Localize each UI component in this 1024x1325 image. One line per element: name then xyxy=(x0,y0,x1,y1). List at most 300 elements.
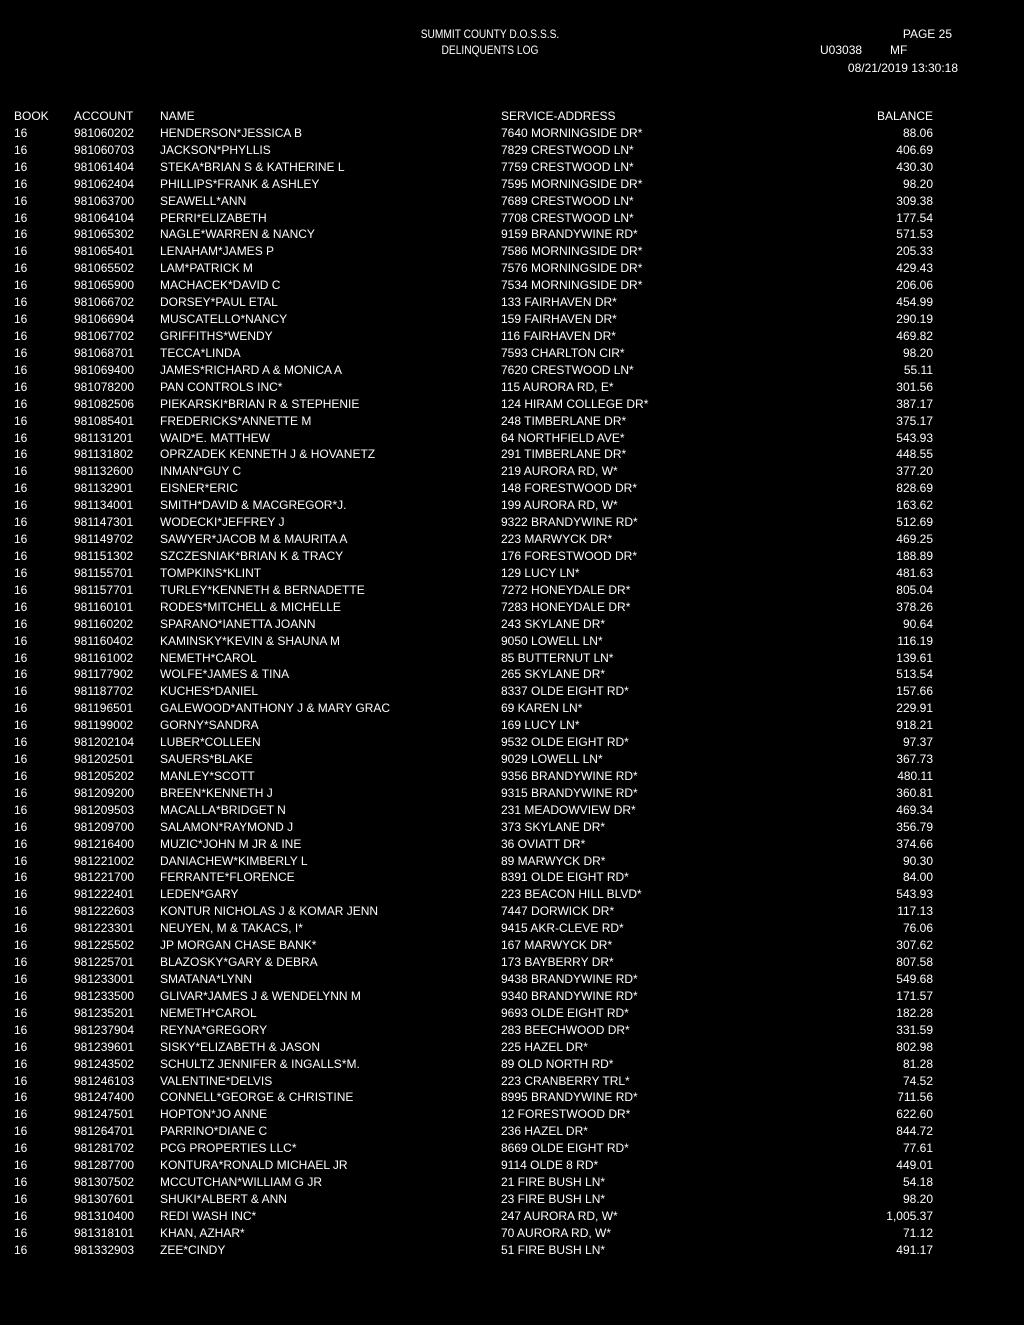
table-row xyxy=(14,142,954,159)
table-row xyxy=(14,277,954,294)
cell-book: 16 xyxy=(14,481,28,496)
cell-balance: 97.37 xyxy=(902,735,933,750)
column-header-service-address: SERVICE-ADDRESS xyxy=(501,109,616,123)
cell-service-address: 115 AURORA RD, E* xyxy=(501,379,614,394)
cell-service-address: 247 AURORA RD, W* xyxy=(501,1208,618,1223)
cell-service-address: 9050 LOWELL LN* xyxy=(501,633,603,648)
table-row xyxy=(14,210,954,227)
cell-service-address: 64 NORTHFIELD AVE* xyxy=(501,430,625,445)
cell-service-address: 7576 MORNINGSIDE DR* xyxy=(501,261,643,276)
cell-balance: 157.66 xyxy=(896,684,933,699)
cell-book: 16 xyxy=(14,125,28,140)
table-header-row xyxy=(14,108,954,125)
cell-name: BLAZOSKY*GARY & DEBRA xyxy=(160,955,318,970)
table-row xyxy=(14,988,954,1005)
cell-name: MUSCATELLO*NANCY xyxy=(160,312,288,327)
cell-book: 16 xyxy=(14,396,28,411)
cell-service-address: 223 BEACON HILL BLVD* xyxy=(501,887,642,902)
cell-balance: 90.30 xyxy=(902,853,933,868)
table-row xyxy=(14,226,954,243)
cell-book: 16 xyxy=(14,633,28,648)
cell-name: MACHACEK*DAVID C xyxy=(160,278,281,293)
cell-balance: 543.93 xyxy=(896,887,933,902)
cell-balance: 802.98 xyxy=(896,1039,933,1054)
delinquents-table xyxy=(14,108,954,1259)
cell-name: PCG PROPERTIES LLC* xyxy=(160,1141,297,1156)
cell-account: 981065900 xyxy=(74,278,135,293)
cell-name: PARRINO*DIANE C xyxy=(160,1124,268,1139)
report-header xyxy=(0,26,1024,86)
cell-account: 981155701 xyxy=(74,565,134,580)
cell-name: TECCA*LINDA xyxy=(160,345,241,360)
cell-name: MUZIC*JOHN M JR & INE xyxy=(160,836,302,851)
table-row xyxy=(14,176,954,193)
cell-book: 16 xyxy=(14,988,28,1003)
cell-account: 981134001 xyxy=(74,498,134,513)
cell-account: 981246103 xyxy=(74,1073,135,1088)
table-row xyxy=(14,869,954,886)
table-row xyxy=(14,768,954,785)
cell-service-address: 225 HAZEL DR* xyxy=(501,1039,588,1054)
cell-service-address: 148 FORESTWOOD DR* xyxy=(501,481,638,496)
table-row xyxy=(14,920,954,937)
table-row xyxy=(14,717,954,734)
cell-service-address: 23 FIRE BUSH LN* xyxy=(501,1192,606,1206)
cell-service-address: 9532 OLDE EIGHT RD* xyxy=(501,735,629,750)
cell-balance: 374.66 xyxy=(896,836,933,851)
cell-account: 981149702 xyxy=(74,532,134,547)
cell-balance: 406.69 xyxy=(896,142,933,157)
cell-service-address: 7708 CRESTWOOD LN* xyxy=(501,210,634,225)
cell-account: 981202104 xyxy=(74,735,135,750)
cell-name: NEUYEN, M & TAKACS, I* xyxy=(160,921,303,936)
cell-service-address: 223 CRANBERRY TRL* xyxy=(501,1073,630,1088)
table-row xyxy=(14,159,954,176)
table-row xyxy=(14,700,954,717)
cell-service-address: 7689 CRESTWOOD LN* xyxy=(501,193,634,208)
cell-name: DANIACHEW*KIMBERLY L xyxy=(160,853,308,868)
cell-account: 981221700 xyxy=(74,870,135,885)
table-row xyxy=(14,616,954,633)
table-row xyxy=(14,243,954,260)
cell-account: 981160202 xyxy=(74,616,134,631)
cell-service-address: 167 MARWYCK DR* xyxy=(501,938,613,953)
cell-account: 981151302 xyxy=(74,548,134,563)
cell-balance: 309.38 xyxy=(896,193,933,208)
cell-account: 981085401 xyxy=(74,413,135,428)
cell-book: 16 xyxy=(14,1141,28,1156)
cell-name: GALEWOOD*ANTHONY J & MARY GRAC xyxy=(160,701,391,716)
cell-balance: 377.20 xyxy=(896,464,933,479)
table-row xyxy=(14,1225,954,1242)
table-row xyxy=(14,650,954,667)
table-row xyxy=(14,1089,954,1106)
cell-balance: 98.20 xyxy=(902,176,933,191)
cell-account: 981177902 xyxy=(74,667,134,682)
cell-name: PERRI*ELIZABETH xyxy=(160,210,267,225)
table-row xyxy=(14,463,954,480)
cell-balance: 571.53 xyxy=(896,227,933,242)
cell-book: 16 xyxy=(14,599,28,614)
cell-service-address: 8995 BRANDYWINE RD* xyxy=(501,1090,638,1105)
cell-book: 16 xyxy=(14,261,28,276)
cell-book: 16 xyxy=(14,295,28,310)
table-row xyxy=(14,683,954,700)
cell-name: ZEE*CINDY xyxy=(160,1242,226,1257)
cell-account: 981318101 xyxy=(74,1225,135,1240)
cell-account: 981222401 xyxy=(74,887,135,902)
cell-service-address: 173 BAYBERRY DR* xyxy=(501,955,614,970)
cell-book: 16 xyxy=(14,312,28,327)
cell-book: 16 xyxy=(14,210,28,225)
cell-service-address: 9322 BRANDYWINE RD* xyxy=(501,515,638,530)
cell-account: 981161002 xyxy=(74,650,134,665)
table-row xyxy=(14,193,954,210)
cell-balance: 513.54 xyxy=(896,667,933,682)
cell-service-address: 243 SKYLANE DR* xyxy=(501,616,606,631)
table-body xyxy=(14,125,954,1259)
cell-balance: 375.17 xyxy=(896,413,933,428)
operator-code: MF xyxy=(890,43,908,57)
cell-name: REYNA*GREGORY xyxy=(160,1022,268,1037)
cell-name: SCHULTZ JENNIFER & INGALLS*M. xyxy=(160,1056,360,1071)
table-row xyxy=(14,548,954,565)
cell-book: 16 xyxy=(14,972,28,987)
table-row xyxy=(14,1123,954,1140)
cell-service-address: 7272 HONEYDALE DR* xyxy=(501,582,631,597)
cell-account: 981187702 xyxy=(74,684,134,699)
table-row xyxy=(14,379,954,396)
cell-balance: 90.64 xyxy=(902,616,933,631)
report-title-block xyxy=(380,26,601,58)
table-row xyxy=(14,954,954,971)
cell-balance: 469.34 xyxy=(896,802,933,817)
cell-book: 16 xyxy=(14,870,28,885)
cell-balance: 367.73 xyxy=(896,752,933,767)
cell-service-address: 283 BEECHWOOD DR* xyxy=(501,1022,630,1037)
cell-account: 981223301 xyxy=(74,921,135,936)
cell-book: 16 xyxy=(14,464,28,479)
table-row xyxy=(14,328,954,345)
cell-balance: 77.61 xyxy=(902,1141,933,1156)
cell-book: 16 xyxy=(14,684,28,699)
cell-book: 16 xyxy=(14,1039,28,1054)
table-row xyxy=(14,785,954,802)
cell-balance: 98.20 xyxy=(902,345,933,360)
cell-balance: 430.30 xyxy=(896,159,933,174)
cell-book: 16 xyxy=(14,1056,28,1071)
cell-book: 16 xyxy=(14,244,28,259)
cell-balance: 171.57 xyxy=(896,988,933,1003)
table-row xyxy=(14,1174,954,1191)
cell-service-address: 9693 OLDE EIGHT RD* xyxy=(501,1005,629,1020)
cell-service-address: 7283 HONEYDALE DR* xyxy=(501,599,631,614)
cell-book: 16 xyxy=(14,701,28,716)
cell-book: 16 xyxy=(14,819,28,834)
cell-service-address: 21 FIRE BUSH LN* xyxy=(501,1175,606,1190)
cell-account: 981237904 xyxy=(74,1022,135,1037)
cell-service-address: 7829 CRESTWOOD LN* xyxy=(501,142,634,157)
cell-account: 981131201 xyxy=(74,430,134,445)
cell-service-address: 291 TIMBERLANE DR* xyxy=(501,447,627,462)
cell-balance: 549.68 xyxy=(896,972,933,987)
cell-service-address: 116 FAIRHAVEN DR* xyxy=(501,328,616,343)
cell-balance: 54.18 xyxy=(902,1175,933,1190)
table-row xyxy=(14,294,954,311)
cell-balance: 807.58 xyxy=(896,955,933,970)
report-timestamp: 08/21/2019 13:30:18 xyxy=(847,61,958,75)
cell-book: 16 xyxy=(14,887,28,902)
cell-name: STEKA*BRIAN S & KATHERINE L xyxy=(160,159,345,174)
cell-account: 981233500 xyxy=(74,988,135,1003)
cell-account: 981157701 xyxy=(74,582,134,597)
cell-book: 16 xyxy=(14,1208,28,1223)
cell-balance: 55.11 xyxy=(903,362,933,377)
cell-account: 981065401 xyxy=(74,244,135,259)
cell-balance: 182.28 xyxy=(896,1005,933,1020)
cell-book: 16 xyxy=(14,904,28,919)
cell-balance: 429.43 xyxy=(896,261,933,276)
cell-account: 981264701 xyxy=(74,1124,135,1139)
cell-service-address: 176 FORESTWOOD DR* xyxy=(501,548,638,563)
cell-account: 981332903 xyxy=(74,1242,135,1257)
cell-name: WAID*E. MATTHEW xyxy=(160,430,270,445)
cell-service-address: 223 MARWYCK DR* xyxy=(501,532,613,547)
cell-account: 981209200 xyxy=(74,785,135,800)
cell-service-address: 265 SKYLANE DR* xyxy=(501,667,606,682)
cell-balance: 512.69 xyxy=(896,515,933,530)
cell-name: TOMPKINS*KLINT xyxy=(160,565,262,580)
cell-balance: 71.12 xyxy=(902,1225,933,1240)
cell-book: 16 xyxy=(14,362,28,377)
cell-account: 981221002 xyxy=(74,853,135,868)
cell-book: 16 xyxy=(14,345,28,360)
column-header-book: BOOK xyxy=(14,109,49,123)
cell-book: 16 xyxy=(14,785,28,800)
table-row xyxy=(14,1157,954,1174)
cell-name: PIEKARSKI*BRIAN R & STEPHENIE xyxy=(160,396,360,411)
cell-service-address: 85 BUTTERNUT LN* xyxy=(501,650,614,665)
table-row xyxy=(14,802,954,819)
cell-name: SMATANA*LYNN xyxy=(160,972,253,987)
cell-book: 16 xyxy=(14,735,28,750)
cell-balance: 331.59 xyxy=(896,1022,933,1037)
page-number: PAGE 25 xyxy=(902,27,952,41)
cell-service-address: 12 FORESTWOOD DR* xyxy=(501,1107,631,1122)
cell-service-address: 9356 BRANDYWINE RD* xyxy=(501,768,638,783)
table-row xyxy=(14,582,954,599)
cell-balance: 805.04 xyxy=(896,582,933,597)
table-row xyxy=(14,531,954,548)
cell-account: 981247400 xyxy=(74,1090,135,1105)
cell-account: 981287700 xyxy=(74,1158,135,1173)
table-row xyxy=(14,1106,954,1123)
table-row xyxy=(14,1208,954,1225)
table-row xyxy=(14,734,954,751)
cell-balance: 469.82 xyxy=(896,328,933,343)
cell-service-address: 69 KAREN LN* xyxy=(501,701,583,716)
cell-balance: 543.93 xyxy=(896,430,933,445)
cell-service-address: 70 AURORA RD, W* xyxy=(501,1225,612,1240)
cell-name: NAGLE*WARREN & NANCY xyxy=(160,227,315,242)
cell-name: SMITH*DAVID & MACGREGOR*J. xyxy=(160,498,347,513)
cell-book: 16 xyxy=(14,938,28,953)
cell-account: 981132901 xyxy=(74,481,134,496)
table-row xyxy=(14,1191,954,1208)
cell-balance: 116.19 xyxy=(897,633,933,648)
cell-service-address: 7640 MORNINGSIDE DR* xyxy=(501,125,643,140)
cell-account: 981222603 xyxy=(74,904,135,919)
cell-name: KHAN, AZHAR* xyxy=(160,1225,245,1240)
cell-name: TURLEY*KENNETH & BERNADETTE xyxy=(160,582,365,597)
cell-account: 981202501 xyxy=(74,752,135,767)
cell-account: 981310400 xyxy=(74,1208,135,1223)
cell-balance: 454.99 xyxy=(896,295,933,310)
cell-account: 981205202 xyxy=(74,768,135,783)
cell-balance: 828.69 xyxy=(896,481,933,496)
cell-book: 16 xyxy=(14,430,28,445)
cell-balance: 81.28 xyxy=(902,1056,933,1071)
cell-balance: 356.79 xyxy=(896,819,933,834)
table-row xyxy=(14,886,954,903)
cell-service-address: 159 FAIRHAVEN DR* xyxy=(501,312,617,327)
cell-service-address: 8669 OLDE EIGHT RD* xyxy=(501,1141,629,1156)
cell-account: 981160101 xyxy=(74,599,134,614)
cell-account: 981132600 xyxy=(74,464,134,479)
cell-balance: 188.89 xyxy=(896,548,933,563)
cell-balance: 290.19 xyxy=(896,312,933,327)
cell-book: 16 xyxy=(14,718,28,733)
cell-account: 981062404 xyxy=(74,176,135,191)
cell-book: 16 xyxy=(14,515,28,530)
cell-account: 981247501 xyxy=(74,1107,135,1122)
cell-balance: 469.25 xyxy=(896,532,933,547)
cell-balance: 1,005.37 xyxy=(886,1208,933,1223)
cell-service-address: 9315 BRANDYWINE RD* xyxy=(501,785,638,800)
cell-balance: 229.91 xyxy=(896,701,933,716)
report-subtitle: DELINQUENTS LOG xyxy=(441,43,539,57)
cell-balance: 205.33 xyxy=(896,244,933,259)
cell-name: VALENTINE*DELVIS xyxy=(160,1073,273,1088)
cell-book: 16 xyxy=(14,1242,28,1257)
table-row xyxy=(14,633,954,650)
cell-balance: 206.06 xyxy=(896,278,933,293)
cell-name: PHILLIPS*FRANK & ASHLEY xyxy=(160,176,320,191)
cell-service-address: 8391 OLDE EIGHT RD* xyxy=(501,870,629,885)
cell-balance: 449.01 xyxy=(896,1158,933,1173)
cell-name: KAMINSKY*KEVIN & SHAUNA M xyxy=(160,633,341,648)
cell-balance: 74.52 xyxy=(902,1073,933,1088)
cell-account: 981281702 xyxy=(74,1141,135,1156)
cell-balance: 448.55 xyxy=(896,447,933,462)
cell-book: 16 xyxy=(14,142,28,157)
cell-name: JAMES*RICHARD A & MONICA A xyxy=(160,362,343,377)
cell-account: 981243502 xyxy=(74,1056,135,1071)
cell-name: NEMETH*CAROL xyxy=(160,650,257,665)
cell-account: 981160402 xyxy=(74,633,134,648)
cell-book: 16 xyxy=(14,752,28,767)
cell-name: FERRANTE*FLORENCE xyxy=(160,870,295,885)
cell-name: DORSEY*PAUL ETAL xyxy=(160,295,278,310)
cell-account: 981216400 xyxy=(74,836,135,851)
table-row xyxy=(14,1242,954,1259)
cell-account: 981307601 xyxy=(74,1192,135,1206)
cell-book: 16 xyxy=(14,921,28,936)
cell-book: 16 xyxy=(14,548,28,563)
cell-name: LUBER*COLLEEN xyxy=(160,735,261,750)
cell-account: 981199002 xyxy=(74,718,134,733)
cell-name: GRIFFITHS*WENDY xyxy=(160,328,273,343)
table-row xyxy=(14,565,954,582)
cell-book: 16 xyxy=(14,768,28,783)
cell-book: 16 xyxy=(14,532,28,547)
cell-name: GLIVAR*JAMES J & WENDELYNN M xyxy=(160,988,361,1003)
cell-book: 16 xyxy=(14,667,28,682)
cell-name: EISNER*ERIC xyxy=(160,481,239,496)
cell-name: INMAN*GUY C xyxy=(160,464,242,479)
cell-balance: 163.62 xyxy=(896,498,933,513)
cell-name: PAN CONTROLS INC* xyxy=(160,379,283,394)
table-row xyxy=(14,903,954,920)
table-row xyxy=(14,836,954,853)
cell-book: 16 xyxy=(14,1005,28,1020)
cell-account: 981064104 xyxy=(74,210,135,225)
cell-account: 981209503 xyxy=(74,802,135,817)
cell-account: 981307502 xyxy=(74,1175,135,1190)
cell-name: LEDEN*GARY xyxy=(160,887,239,902)
table-row xyxy=(14,125,954,142)
cell-service-address: 7534 MORNINGSIDE DR* xyxy=(501,278,643,293)
cell-balance: 84.00 xyxy=(902,870,933,885)
cell-service-address: 7586 MORNINGSIDE DR* xyxy=(501,244,643,259)
cell-account: 981196501 xyxy=(74,701,134,716)
cell-service-address: 51 FIRE BUSH LN* xyxy=(501,1242,606,1257)
cell-name: REDI WASH INC* xyxy=(160,1208,257,1223)
cell-balance: 378.26 xyxy=(896,599,933,614)
cell-balance: 622.60 xyxy=(896,1107,933,1122)
cell-name: WOLFE*JAMES & TINA xyxy=(160,667,290,682)
cell-name: OPRZADEK KENNETH J & HOVANETZ xyxy=(160,447,376,462)
cell-name: KONTUR NICHOLAS J & KOMAR JENN xyxy=(160,904,379,919)
table-row xyxy=(14,1039,954,1056)
cell-account: 981066904 xyxy=(74,312,135,327)
cell-account: 981060703 xyxy=(74,142,135,157)
cell-balance: 301.56 xyxy=(896,379,933,394)
cell-name: SAUERS*BLAKE xyxy=(160,752,253,767)
cell-balance: 387.17 xyxy=(896,396,933,411)
cell-book: 16 xyxy=(14,616,28,631)
cell-name: MANLEY*SCOTT xyxy=(160,768,255,783)
cell-name: JACKSON*PHYLLIS xyxy=(160,142,271,157)
cell-account: 981209700 xyxy=(74,819,135,834)
table-row xyxy=(14,430,954,447)
table-row xyxy=(14,666,954,683)
cell-book: 16 xyxy=(14,1073,28,1088)
cell-account: 981069400 xyxy=(74,362,135,377)
cell-service-address: 9029 LOWELL LN* xyxy=(501,752,603,767)
table-row xyxy=(14,362,954,379)
cell-service-address: 248 TIMBERLANE DR* xyxy=(501,413,627,428)
cell-book: 16 xyxy=(14,1107,28,1122)
column-header-balance: BALANCE xyxy=(876,109,933,123)
cell-name: GORNY*SANDRA xyxy=(160,718,259,733)
cell-balance: 918.21 xyxy=(896,718,933,733)
cell-name: LAM*PATRICK M xyxy=(160,261,253,276)
table-row xyxy=(14,260,954,277)
cell-service-address: 7759 CRESTWOOD LN* xyxy=(501,159,634,174)
cell-name: HOPTON*JO ANNE xyxy=(160,1107,268,1122)
cell-name: JP MORGAN CHASE BANK* xyxy=(160,938,317,953)
